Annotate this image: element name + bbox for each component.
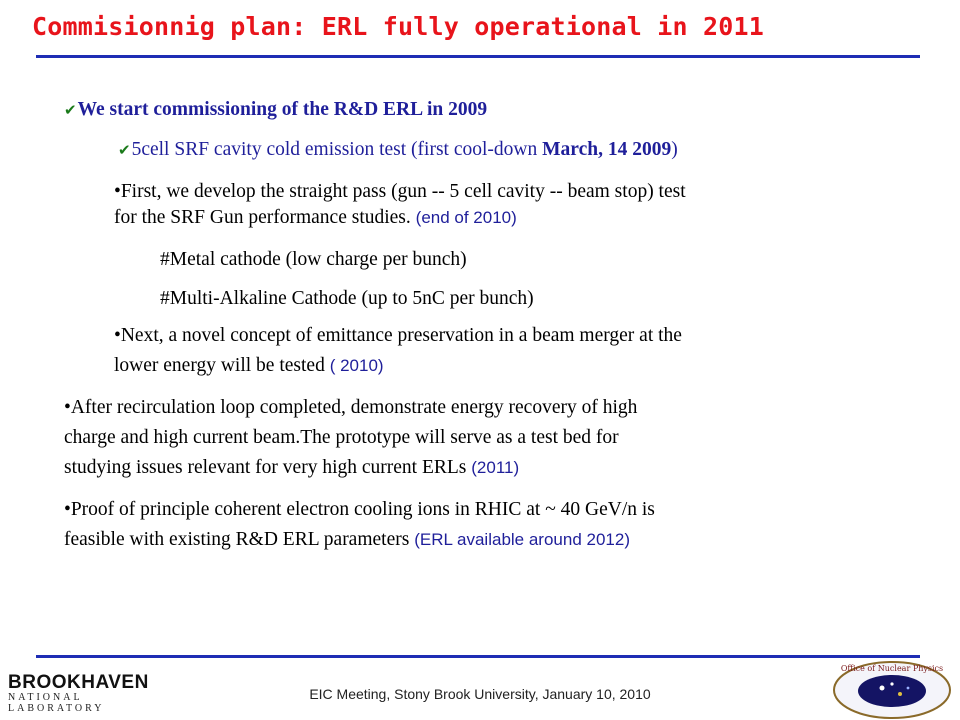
sub-item-metal-cathode: #Metal cathode (low charge per bunch) [160,249,467,270]
sub-item-multi-alkaline-cathode: #Multi-Alkaline Cathode (up to 5nC per bunch) [160,288,534,309]
bullet-tag: (2011) [471,458,520,477]
bullet-emittance-line1: •Next, a novel concept of emittance preservation in a beam merger at the [114,325,682,346]
bullet-date: March, 14 2009 [542,139,672,160]
top-divider [36,55,920,58]
bullet-year: 2009 [448,99,488,120]
logo-name: BROOKHAVEN [8,672,149,693]
bullet-tag: ( 2010) [329,356,384,375]
footer-text: EIC Meeting, Stony Brook University, January 10, 2010 [309,686,651,702]
bullet-cavity-test [118,138,678,162]
bullet-text: for the SRF Gun performance studies. [114,207,416,228]
bullet-recirculation-line1: •After recirculation loop completed, demonstrate energy recovery of high [64,397,638,418]
bullet-cooling-line2 [64,528,630,552]
logo-subtitle: NATIONAL LABORATORY [8,692,105,714]
bullet-cooling-line1: •Proof of principle coherent electron cooling ions in RHIC at ~ 40 GeV/n is [64,499,655,520]
checkmark-icon: ✔ [64,101,77,119]
bullet-start-commissioning [64,98,487,122]
nuclear-physics-seal-icon [830,658,954,720]
bullet-recirculation-line2: charge and high current beam.The prototype will serve as a test bed for [64,427,619,448]
bullet-straight-pass-line2 [114,206,517,230]
seal-text: Office of Nuclear Physics [840,664,944,673]
slide-title: Commisionnig plan: ERL fully operational in 2011 [32,12,765,41]
bullet-straight-pass-line1: •First, we develop the straight pass (gun -- 5 cell cavity -- beam stop) test [114,181,686,202]
checkmark-icon: ✔ [118,141,131,159]
bullet-recirculation-line3 [64,456,519,480]
bullet-text: 5cell SRF cavity cold emission test (first cool-down [131,139,543,160]
bullet-text: lower energy will be tested [114,355,330,376]
bullet-tag: (ERL available around 2012) [414,530,630,549]
bullet-emittance-line2 [114,354,384,378]
bullet-tag: (end of 2010) [415,208,517,227]
bottom-divider [36,655,920,658]
bullet-text: studying issues relevant for very high current ERLs [64,457,472,478]
bullet-text: We start commissioning of the R&D ERL in [77,99,449,120]
bullet-text: feasible with existing R&D ERL parameters [64,529,415,550]
bullet-text: ) [671,139,678,160]
